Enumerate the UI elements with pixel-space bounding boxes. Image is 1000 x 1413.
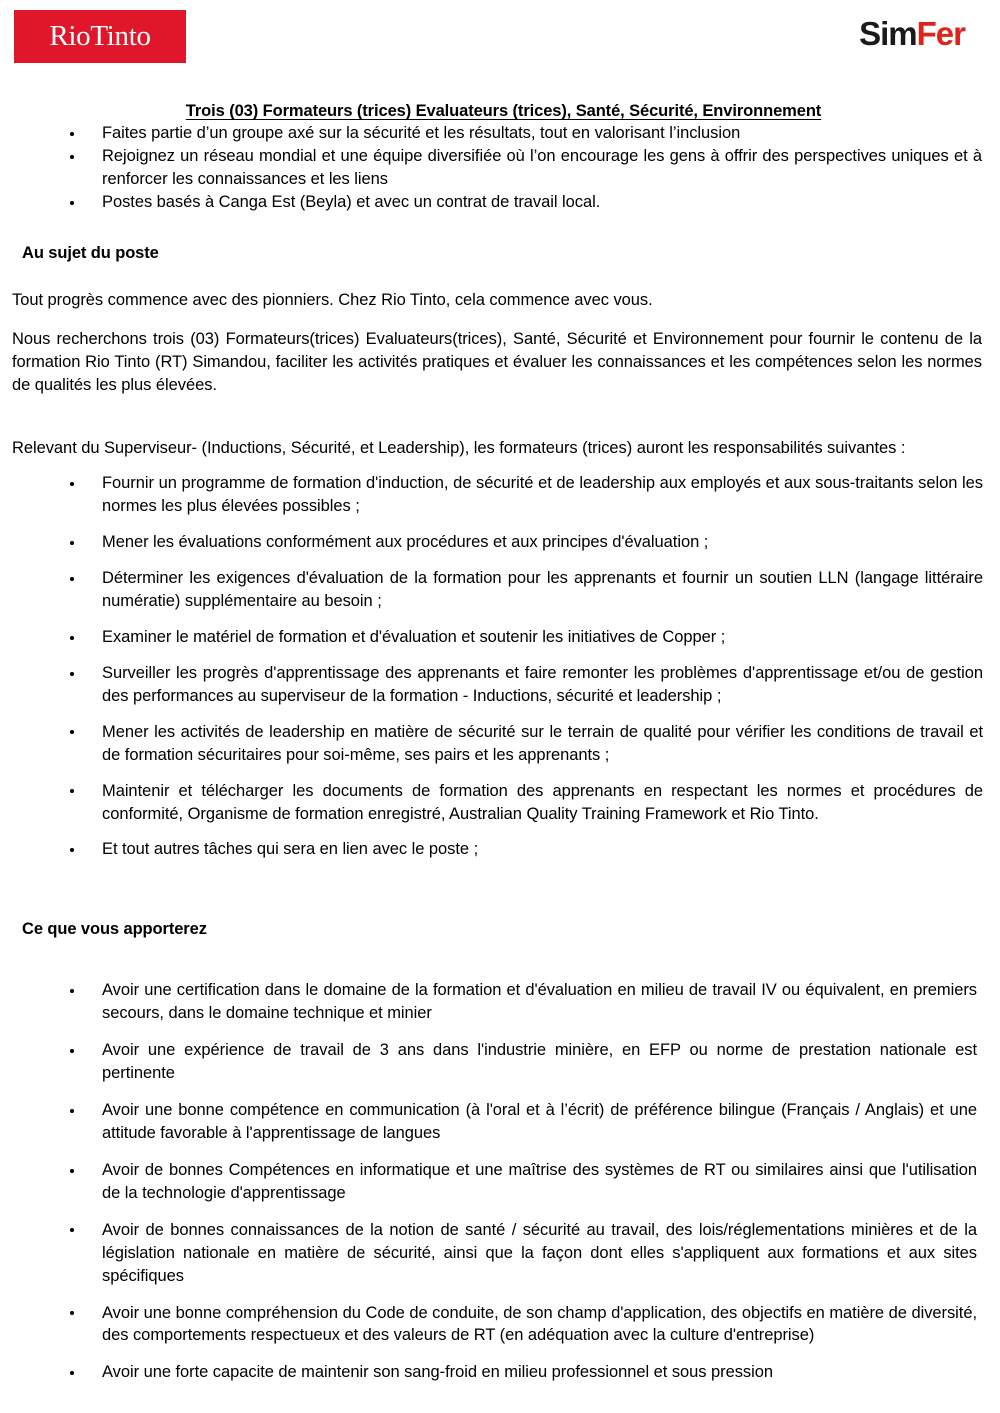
list-item: Avoir une forte capacite de maintenir son sang-froid en milieu professionnel et sous pression xyxy=(12,1361,985,1384)
spacer xyxy=(12,214,985,244)
simfer-logo xyxy=(859,17,965,50)
list-item: Postes basés à Canga Est (Beyla) et avec un contrat de travail local. xyxy=(12,191,985,214)
list-item: Avoir de bonnes connaissances de la notion de santé / sécurité au travail, des lois/réglementations minières et de la législation nationale en matière de sécurité, ainsi que la façon dont elles s'appliquent aux formations et aux sites spécifiques xyxy=(12,1219,985,1288)
list-item: Examiner le matériel de formation et d'évaluation et soutenir les initiatives de Copper ; xyxy=(12,626,985,649)
spacer xyxy=(12,397,985,437)
bring-list xyxy=(12,979,985,1384)
section-heading-about: Au sujet du poste xyxy=(22,243,159,262)
simfer-logo-fer-text: Fer xyxy=(916,15,965,52)
spacer xyxy=(12,312,985,328)
list-item: Mener les évaluations conformément aux procédures et aux principes d'évaluation ; xyxy=(12,531,985,554)
section-heading-bring: Ce que vous apporterez xyxy=(22,920,207,939)
list-item: Faites partie d’un groupe axé sur la sécurité et les résultats, tout en valorisant l’inclusion xyxy=(12,122,985,145)
list-item: Avoir une certification dans le domaine de la formation et d'évaluation en milieu de travail IV ou équivalent, en premiers secours, dans le domaine technique et minier xyxy=(12,979,985,1025)
list-item: Mener les activités de leadership en matière de sécurité sur le terrain de qualité pour vérifier les conditions de travail et de formation sécuritaires pour soi-même, ses pairs et les apprenants ; xyxy=(12,721,985,767)
list-item: Avoir une bonne compréhension du Code de conduite, de son champ d'application, des objectifs en matière de diversité, des comportements respectueux et des valeurs de RT (en adéquation avec la culture d'entreprise) xyxy=(12,1302,985,1348)
spacer xyxy=(12,460,985,472)
responsibilities-intro: Relevant du Superviseur- (Inductions, Sécurité, et Leadership), les formateurs (trices) auront les responsabilités suivantes : xyxy=(12,439,906,458)
list-item: Avoir une expérience de travail de 3 ans dans l'industrie minière, en EFP ou norme de prestation nationale est pertinente xyxy=(12,1039,985,1085)
page-title: Trois (03) Formateurs (trices) Evaluateurs (trices), Santé, Sécurité, Environnement xyxy=(185,102,822,120)
simfer-logo-sim-text: Sim xyxy=(859,15,917,52)
intro-bullet-list xyxy=(12,122,985,214)
about-paragraph-2: Nous recherchons trois (03) Formateurs(trices) Evaluateurs(trices), Santé, Sécurité et Environnement pour fournir le contenu de la formation Rio Tinto (RT) Simandou, faciliter les activités pratiques et évaluer les connaissances et les compétences selon les normes de qualités les plus élevées. xyxy=(12,330,982,395)
list-item: Fournir un programme de formation d'induction, de sécurité et de leadership aux employés et aux sous-traitants selon les normes les plus élevées possibles ; xyxy=(12,472,985,518)
list-item: Avoir une bonne compétence en communication (à l'oral et à l’écrit) de préférence bilingue (Français / Anglais) et une attitude favorable à l'apprentissage de langues xyxy=(12,1099,985,1145)
document-content xyxy=(0,100,1000,1384)
responsibilities-list xyxy=(12,472,985,861)
list-item: Rejoignez un réseau mondial et une équipe diversifiée où l’on encourage les gens à offrir des perspectives uniques et à renforcer les connaissances et les liens xyxy=(12,145,985,191)
list-item: Et tout autres tâches qui sera en lien avec le poste ; xyxy=(12,838,985,861)
rio-tinto-logo xyxy=(14,10,186,63)
list-item: Maintenir et télécharger les documents de formation des apprenants en respectant les normes et procédures de conformité, Organisme de formation enregistré, Australian Quality Training Framework et Rio Tinto. xyxy=(12,780,985,826)
list-item: Déterminer les exigences d'évaluation de la formation pour les apprenants et fournir un soutien LLN (langage littéraire numératie) supplémentaire au besoin ; xyxy=(12,567,985,613)
document-header xyxy=(0,0,1000,80)
list-item: Surveiller les progrès d'apprentissage des apprenants et faire remonter les problèmes d'apprentissage et/ou de gestion des performances au superviseur de la formation - Inductions, sécurité et leadership ; xyxy=(12,662,985,708)
about-paragraph-1: Tout progrès commence avec des pionniers. Chez Rio Tinto, cela commence avec vous. xyxy=(12,290,653,309)
spacer xyxy=(12,939,985,979)
rio-tinto-logo-text: RioTinto xyxy=(49,20,151,52)
spacer xyxy=(12,874,985,920)
spacer xyxy=(12,263,985,289)
list-item: Avoir de bonnes Compétences en informatique et une maîtrise des systèmes de RT ou similaires ainsi que l'utilisation de la technologie d'apprentissage xyxy=(12,1159,985,1205)
